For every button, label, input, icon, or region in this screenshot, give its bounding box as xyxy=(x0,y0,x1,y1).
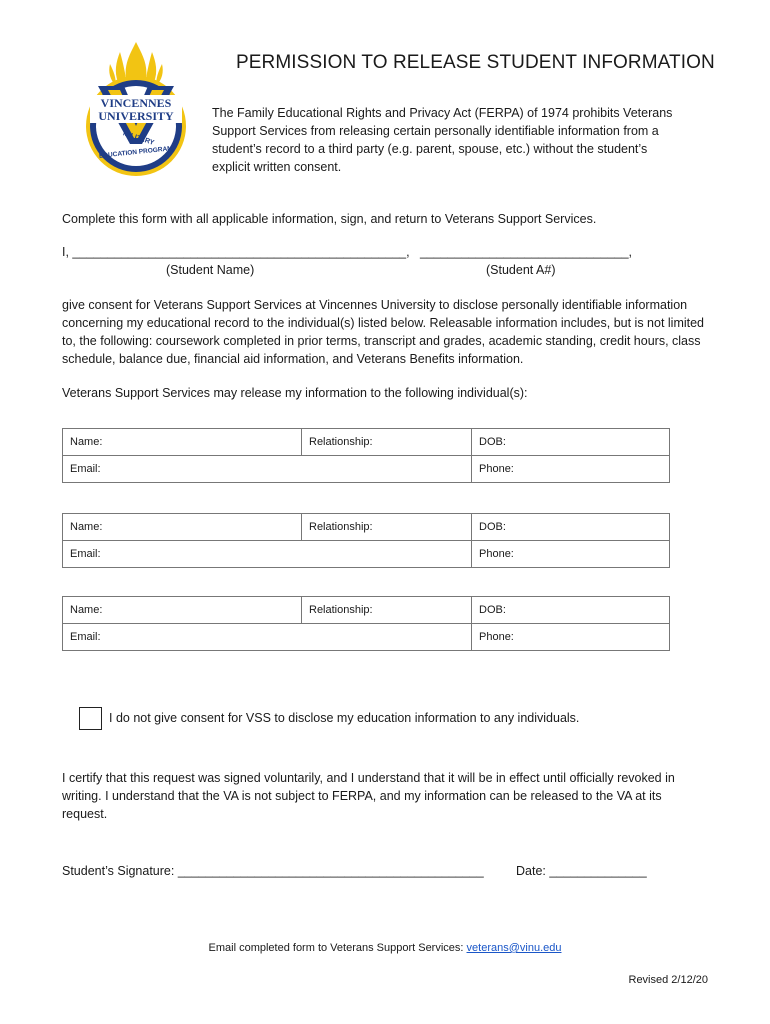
phone-field[interactable]: Phone: xyxy=(472,541,670,568)
signature-field[interactable]: Student’s Signature: ____________________________________________ xyxy=(62,864,484,878)
contact-table-3 xyxy=(62,596,670,651)
student-id-field[interactable]: ______________________________, xyxy=(420,245,633,259)
email-field[interactable]: Email: xyxy=(63,624,472,651)
no-consent-checkbox[interactable] xyxy=(79,707,102,730)
vincennes-university-logo xyxy=(80,34,192,184)
svg-text:UNIVERSITY: UNIVERSITY xyxy=(98,109,174,123)
contact-table-2 xyxy=(62,513,670,568)
email-field[interactable]: Email: xyxy=(63,456,472,483)
instructions: Complete this form with all applicable information, sign, and return to Veterans Support Services. xyxy=(62,212,597,226)
student-line-prefix: I, xyxy=(62,245,73,259)
name-field[interactable]: Name: xyxy=(63,514,302,541)
no-consent-label: I do not give consent for VSS to disclose my education information to any individuals. xyxy=(109,711,580,725)
name-field[interactable]: Name: xyxy=(63,597,302,624)
dob-field[interactable]: DOB: xyxy=(472,514,670,541)
name-field[interactable]: Name: xyxy=(63,429,302,456)
dob-field[interactable]: DOB: xyxy=(472,429,670,456)
student-line[interactable] xyxy=(62,245,410,259)
svg-text:VINCENNES: VINCENNES xyxy=(100,96,172,110)
relationship-field[interactable]: Relationship: xyxy=(302,597,472,624)
dob-field[interactable]: DOB: xyxy=(472,597,670,624)
page-title: PERMISSION TO RELEASE STUDENT INFORMATION xyxy=(236,52,715,73)
date-field[interactable]: Date: ______________ xyxy=(516,864,647,878)
svg-text:MILITARY: MILITARY xyxy=(122,130,155,147)
svg-text:EDUCATION PROGRAM: EDUCATION PROGRAM xyxy=(98,145,173,160)
phone-field[interactable]: Phone: xyxy=(472,456,670,483)
student-name-field[interactable]: ________________________________________________, xyxy=(72,245,410,259)
relationship-field[interactable]: Relationship: xyxy=(302,514,472,541)
consent-text: give consent for Veterans Support Services at Vincennes University to disclose personally identifiable information concerning my educational record to the individual(s) listed below. Releasable information includes, but is not limited to, the following: coursework completed in prior terms, transcript and grades, academic standing, credit hours, class schedule, balance due, financial aid information, and Veterans Benefits information. xyxy=(62,298,705,366)
phone-field[interactable]: Phone: xyxy=(472,624,670,651)
ferpa-intro: The Family Educational Rights and Privacy Act (FERPA) of 1974 prohibits Veterans Support Services from releasing certain personally identifiable information from a student’s record to a third party (e.g. parent, spouse, etc.) without the student’s explicit written consent. xyxy=(212,106,673,174)
certify-text: I certify that this request was signed voluntarily, and I understand that it will be in effect until officially revoked in writing. I understand that the VA is not subject to FERPA, and my information can be released to the VA at its request. xyxy=(62,771,675,821)
footer-text: Email completed form to Veterans Support Services: xyxy=(208,942,467,954)
student-id-label: (Student A#) xyxy=(486,263,556,277)
contact-table-1 xyxy=(62,428,670,483)
student-name-label: (Student Name) xyxy=(166,263,255,277)
revised-date: Revised 2/12/20 xyxy=(628,974,708,986)
footer xyxy=(0,942,770,954)
relationship-field[interactable]: Relationship: xyxy=(302,429,472,456)
email-link[interactable]: veterans@vinu.edu xyxy=(466,942,562,954)
email-field[interactable]: Email: xyxy=(63,541,472,568)
release-intro: Veterans Support Services may release my information to the following individual(s): xyxy=(62,386,528,400)
